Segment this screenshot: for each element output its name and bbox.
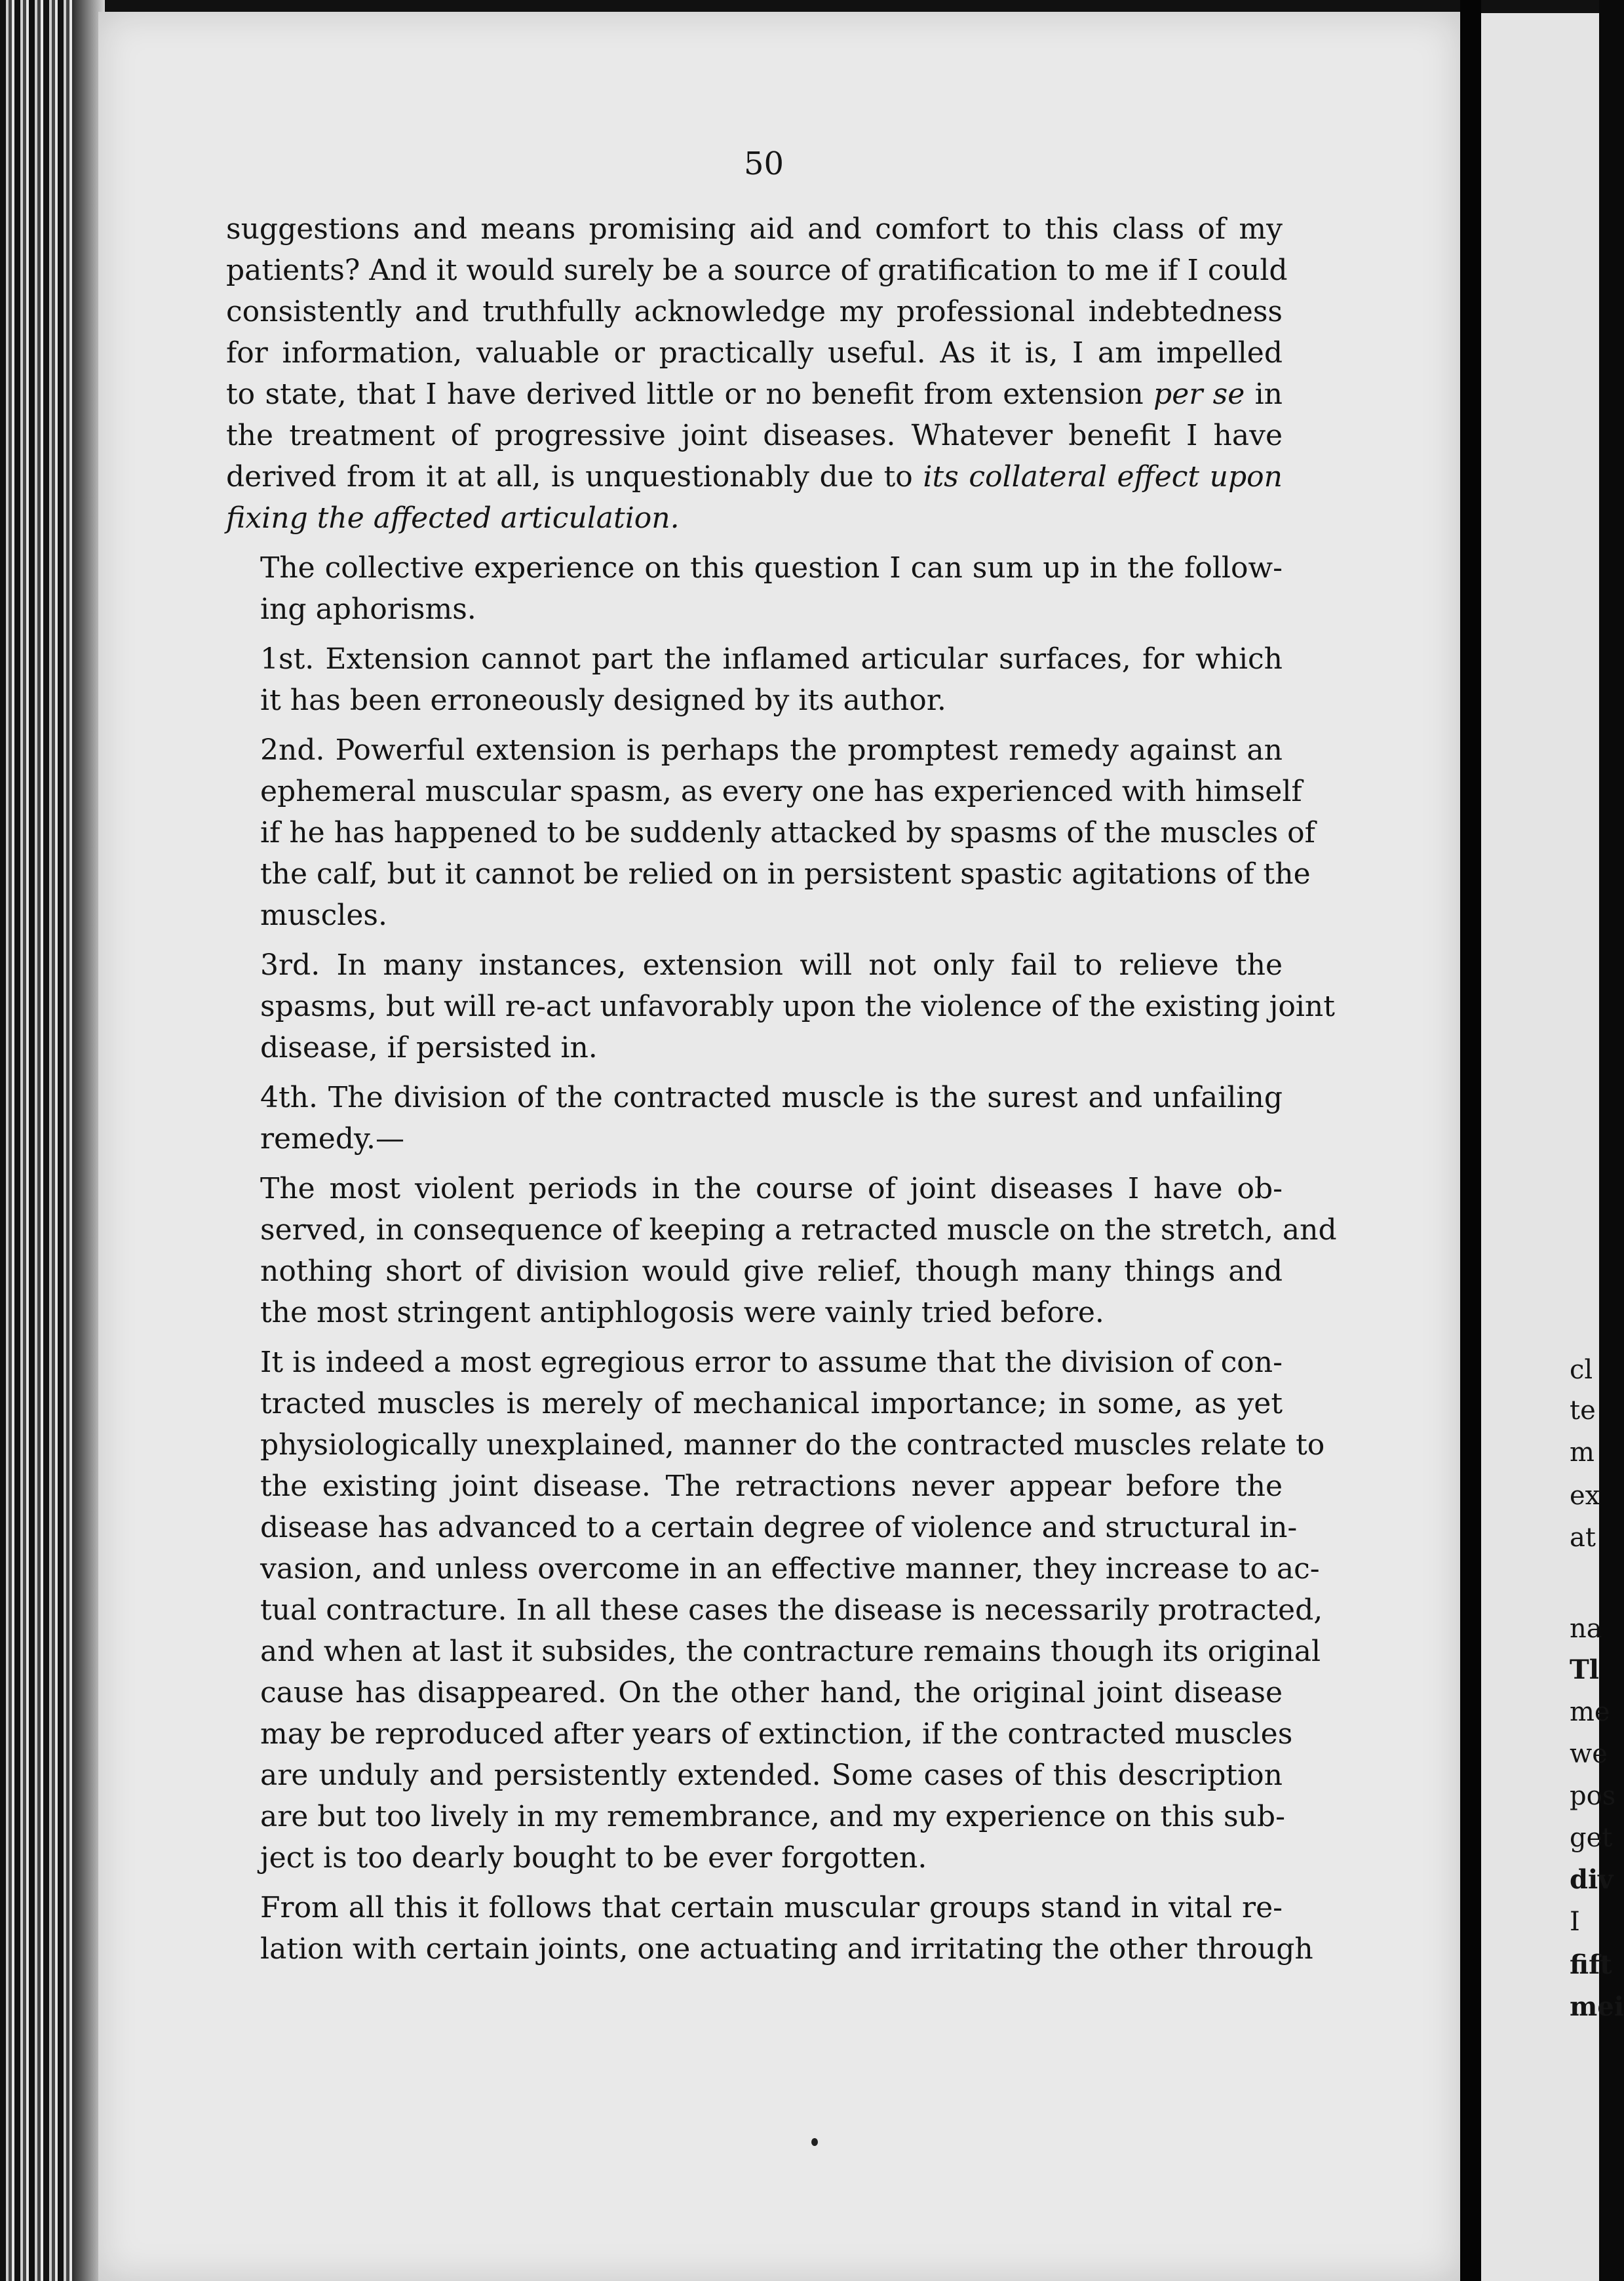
- facing-page-fragment: we: [1570, 1739, 1608, 1769]
- text-line: the most stringent antiphlogosis were vainly tried before.: [260, 1296, 1104, 1329]
- facing-page: [1481, 13, 1599, 2281]
- text-line: ephemeral muscular spasm, as every one has experienced with himself: [260, 775, 1302, 808]
- text-line: 3rd. In many instances, extension will not only fail to relieve the: [260, 948, 1283, 982]
- text-line: remedy.—: [260, 1122, 404, 1156]
- text-line: it has been erroneously designed by its author.: [260, 684, 946, 717]
- text-line: [226, 497, 1283, 539]
- text-line: tracted muscles is merely of mechanical importance; in some, as yet: [260, 1387, 1283, 1420]
- text-line: for information, valuable or practically useful. As it is, I am impelled: [226, 336, 1283, 370]
- text-line: may be reproduced after years of extinction, if the contracted muscles: [260, 1717, 1293, 1751]
- text-line: disease has advanced to a certain degree of violence and structural in-: [260, 1511, 1298, 1544]
- text-line: lation with certain joints, one actuating and irritating the other through: [260, 1932, 1313, 1966]
- text-line: The collective experience on this question I can sum up in the follow-: [260, 551, 1283, 585]
- page-gutter: [1460, 0, 1481, 2281]
- text-line: nothing short of division would give relief, though many things and: [260, 1255, 1283, 1288]
- paragraph-violent-periods: [226, 1168, 1337, 1333]
- facing-page-fragment: fift: [1570, 1949, 1612, 1980]
- text-line: spasms, but will re-act unfavorably upon the violence of the existing joint: [260, 990, 1335, 1023]
- text-line: muscles.: [260, 899, 387, 932]
- text-line: suggestions and means promising aid and comfort to this class of my: [226, 212, 1283, 246]
- text-fragment: in: [1245, 378, 1283, 411]
- text-line: 2nd. Powerful extension is perhaps the promptest remedy against an: [260, 733, 1283, 767]
- facing-page-fragment: I: [1570, 1907, 1580, 1937]
- text-line: patients? And it would surely be a source of gratification to me if I could: [226, 254, 1288, 287]
- text-fragment: derived from it at all, is unquestionably due to: [226, 460, 913, 494]
- text-line: [226, 456, 1283, 497]
- body-text: [226, 208, 1337, 1978]
- facing-page-fragment: na: [1570, 1614, 1602, 1644]
- text-line: served, in consequence of keeping a retracted muscle on the stretch, and: [260, 1213, 1337, 1247]
- text-line: if he has happened to be suddenly attacked by spasms of the muscles of: [260, 816, 1315, 849]
- text-fragment: to state, that I have derived little or no benefit from extension: [226, 378, 1144, 411]
- facing-page-fragment: ex: [1570, 1481, 1600, 1511]
- facing-page-fragment: div: [1570, 1864, 1614, 1895]
- text-line: ject is too dearly bought to be ever forgotten.: [260, 1841, 927, 1875]
- text-line: the existing joint disease. The retractions never appear before the: [260, 1470, 1283, 1503]
- text-line: vasion, and unless overcome in an effective manner, they increase to ac-: [260, 1552, 1320, 1586]
- text-line: and when at last it subsides, the contracture remains though its original: [260, 1635, 1321, 1668]
- aphorism-2: [226, 730, 1315, 936]
- facing-page-fragment: get: [1570, 1823, 1613, 1853]
- facing-page-fragment: m: [1570, 1437, 1595, 1468]
- aphorism-1: [226, 638, 1283, 721]
- aphorism-3: [226, 945, 1335, 1068]
- text-line: are unduly and persistently extended. Some cases of this description: [260, 1759, 1283, 1792]
- facing-page-fragment: mei: [1570, 1991, 1624, 2022]
- text-line: 4th. The division of the contracted muscle is the surest and unfailing: [260, 1081, 1283, 1114]
- facing-page-fragment: pos: [1570, 1781, 1616, 1811]
- page-number: 50: [744, 146, 784, 182]
- text-line: The most violent periods in the course of joint diseases I have ob-: [260, 1172, 1283, 1205]
- italic-per-se: per se: [1153, 378, 1245, 411]
- text-line: [226, 374, 1283, 415]
- text-line: It is indeed a most egregious error to assume that the division of con-: [260, 1346, 1283, 1379]
- text-line: consistently and truthfully acknowledge my professional indebtedness: [226, 295, 1283, 328]
- italic-phrase: its collateral effect upon: [923, 460, 1283, 494]
- facing-page-fragment: at: [1570, 1523, 1596, 1553]
- text-line: From all this it follows that certain muscular groups stand in vital re-: [260, 1891, 1283, 1924]
- text-line: tual contracture. In all these cases the disease is necessarily protracted,: [260, 1593, 1323, 1627]
- facing-page-fragment: me: [1570, 1697, 1610, 1727]
- ink-speck: [811, 2138, 818, 2146]
- text-line: physiologically unexplained, manner do the contracted muscles relate to: [260, 1428, 1325, 1462]
- facing-page-fragment: te: [1570, 1395, 1596, 1426]
- text-line: the treatment of progressive joint diseases. Whatever benefit I have: [226, 419, 1283, 452]
- paragraph-egregious-error: [226, 1342, 1325, 1879]
- paragraph-from-all-this: [226, 1887, 1313, 1970]
- aphorism-4: [226, 1077, 1283, 1160]
- italic-phrase: fixing the affected articulation.: [226, 501, 680, 535]
- text-line: 1st. Extension cannot part the inflamed articular surfaces, for which: [260, 642, 1283, 676]
- paragraph-1: [226, 208, 1288, 539]
- text-line: disease, if persisted in.: [260, 1031, 598, 1064]
- text-line: ing aphorisms.: [260, 593, 476, 626]
- facing-page-fragment: cl: [1570, 1355, 1593, 1385]
- text-line: the calf, but it cannot be relied on in persistent spastic agitations of the: [260, 857, 1311, 891]
- paragraph-2: [226, 547, 1283, 630]
- facing-page-fragment: Tl: [1570, 1654, 1599, 1685]
- text-line: cause has disappeared. On the other hand, the original joint disease: [260, 1676, 1283, 1709]
- text-line: are but too lively in my remembrance, and my experience on this sub-: [260, 1800, 1285, 1833]
